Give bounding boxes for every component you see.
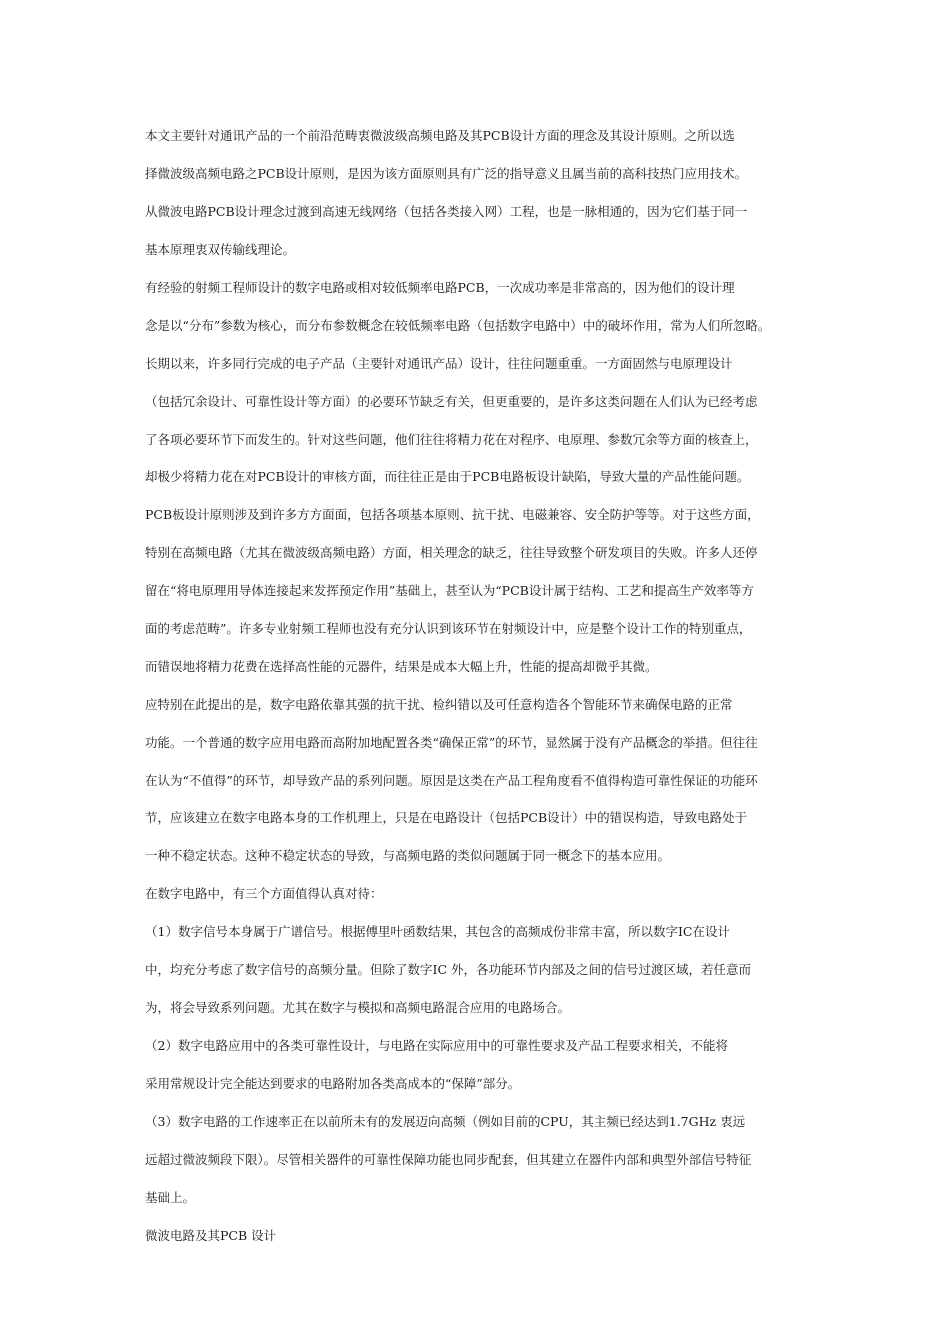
paragraph-line: 为，将会导致系列问题。尤其在数字与模拟和高频电路混合应用的电路场合。: [145, 1000, 571, 1015]
paragraph-line: 远超过微波频段下限）。尽管相关器件的可靠性保障功能也同步配套，但其建立在器件内部和典型外部信号特征: [145, 1152, 752, 1167]
paragraph-line: （2）数字电路应用中的各类可靠性设计，与电路在实际应用中的可靠性要求及产品工程要求相关，不能将: [145, 1038, 728, 1053]
paragraph-line: 了各项必要环节下而发生的。针对这些问题，他们往往将精力花在对程序、电原理、参数冗余等方面的核查上，: [145, 432, 758, 447]
paragraph-line: 有经验的射频工程师设计的数字电路或相对较低频率电路PCB，一次成功率是非常高的，因为他们的设计理: [145, 280, 735, 295]
paragraph-line: 应特别在此提出的是，数字电路依靠其强的抗干扰、检纠错以及可任意构造各个智能环节来确保电路的正常: [145, 697, 733, 712]
paragraph-line: 面的考虑范畴”。许多专业射频工程师也没有充分认识到该环节在射频设计中，应是整个设计工作的特别重点，: [145, 621, 752, 636]
paragraph-line: （3）数字电路的工作速率正在以前所未有的发展迈向高频（例如目前的CPU，其主频已经达到1.7GHz 衷远: [145, 1114, 746, 1129]
paragraph-line: 功能。一个普通的数字应用电路而高附加地配置各类“确保正常”的环节，显然属于没有产品概念的举措。但往往: [145, 735, 758, 750]
paragraph-line: 却极少将精力花在对PCB设计的审核方面，而往往正是由于PCB电路板设计缺陷，导致大量的产品性能问题。: [145, 469, 750, 484]
section-heading: 微波电路及其PCB 设计: [145, 1228, 277, 1243]
paragraph-line: 从微波电路PCB设计理念过渡到高速无线网络（包括各类接入网）工程，也是一脉相通的，因为它们基于同一: [145, 204, 748, 219]
paragraph-line: 基础上。: [145, 1190, 196, 1205]
paragraph-line: 中，均充分考虑了数字信号的高频分量。但除了数字IC 外，各功能环节内部及之间的信号过渡区域，若任意而: [145, 962, 751, 977]
paragraph-line: （包括冗余设计、可靠性设计等方面）的必要环节缺乏有关，但更重要的，是许多这类问题在人们认为已经考虑: [145, 394, 758, 409]
paragraph-line: （1）数字信号本身属于广谱信号。根据傅里叶函数结果，其包含的高频成份非常丰富，所以数字IC在设计: [145, 924, 730, 939]
paragraph-line: 节，应该建立在数字电路本身的工作机理上，只是在电路设计（包括PCB设计）中的错误构造，导致电路处于: [145, 810, 748, 825]
paragraph-line: 采用常规设计完全能达到要求的电路附加各类高成本的“保障”部分。: [145, 1076, 521, 1091]
paragraph-line: 在数字电路中，有三个方面值得认真对待：: [145, 886, 383, 901]
paragraph-line: 念是以“分布”参数为核心，而分布参数概念在较低频率电路（包括数字电路中）中的破坏作用，常为人们所忽略。: [145, 318, 771, 333]
paragraph-line: 特别在高频电路（尤其在微波级高频电路）方面，相关理念的缺乏，往往导致整个研发项目的失败。许多人还停: [145, 545, 758, 560]
paragraph-line: 择微波级高频电路之PCB设计原则，是因为该方面原则具有广泛的指导意义且属当前的高科技热门应用技术。: [145, 166, 748, 181]
paragraph-line: 留在“将电原理用导体连接起来发挥预定作用”基础上，甚至认为“PCB设计属于结构、工艺和提高生产效率等方: [145, 583, 754, 598]
paragraph-line: 长期以来，许多同行完成的电子产品（主要针对通讯产品）设计，往往问题重重。一方面固然与电原理设计: [145, 356, 733, 371]
paragraph-line: PCB板设计原则涉及到许多方方面面，包括各项基本原则、抗干扰、电磁兼容、安全防护等等。对于这些方面，: [145, 507, 760, 522]
paragraph-line: 一种不稳定状态。这种不稳定状态的导致，与高频电路的类似问题属于同一概念下的基本应用。: [145, 848, 671, 863]
paragraph-line: 在认为“不值得”的环节，却导致产品的系列问题。原因是这类在产品工程角度看不值得构造可靠性保证的功能环: [145, 773, 758, 788]
paragraph-line: 而错误地将精力花费在选择高性能的元器件，结果是成本大幅上升，性能的提高却微乎其微。: [145, 659, 658, 674]
paragraph-line: 基本原理衷双传输线理论。: [145, 242, 296, 257]
paragraph-line: 本文主要针对通讯产品的一个前沿范畴衷微波级高频电路及其PCB设计方面的理念及其设计原则。之所以选: [145, 128, 735, 143]
